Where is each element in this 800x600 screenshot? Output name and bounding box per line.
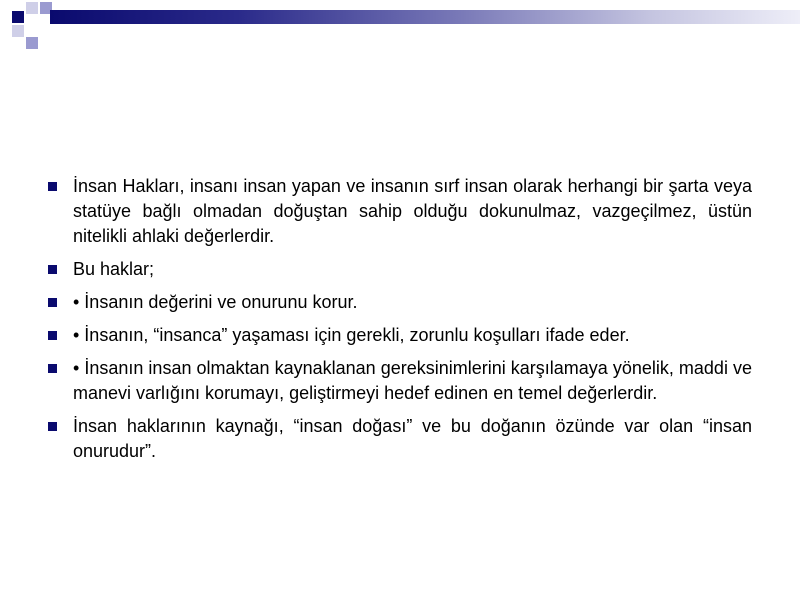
bullet-text: Bu haklar; bbox=[73, 259, 155, 279]
bullet-text: İnsan haklarının kaynağı, “insan doğası” ve bu doğanın özünde var olan “insan onurudur”. bbox=[73, 416, 752, 461]
bullet-text: • İnsanın değerini ve onurunu korur. bbox=[73, 292, 358, 312]
bullet-text: • İnsanın, “insanca” yaşaması için gerekli, zorunlu koşulları ifade eder. bbox=[73, 325, 630, 345]
list-item bbox=[48, 290, 752, 315]
square-bullet-icon bbox=[48, 298, 57, 307]
bullet-text: İnsan Hakları, insanı insan yapan ve insanın sırf insan olarak herhangi bir şarta veya statüye bağlı olmadan doğuştan sahip olduğu dokunulmaz, vazgeçilmez, üstün nitelikli ahlaki değerlerdir. bbox=[73, 176, 752, 246]
bullet-text: • İnsanın insan olmaktan kaynaklanan gereksinimlerini karşılamaya yönelik, maddi ve manevi varlığını korumayı, geliştirmeyi hedef edinen en temel değerlerdir. bbox=[73, 358, 752, 403]
list-item bbox=[48, 323, 752, 348]
decor-square bbox=[12, 25, 24, 37]
list-item bbox=[48, 356, 752, 406]
square-bullet-icon bbox=[48, 364, 57, 373]
slide-body bbox=[48, 174, 752, 472]
square-bullet-icon bbox=[48, 265, 57, 274]
list-item bbox=[48, 257, 752, 282]
square-bullet-icon bbox=[48, 422, 57, 431]
square-bullet-icon bbox=[48, 182, 57, 191]
list-item bbox=[48, 174, 752, 249]
list-item bbox=[48, 414, 752, 464]
header-gradient-bar bbox=[50, 10, 800, 24]
square-bullet-icon bbox=[48, 331, 57, 340]
slide-header-decoration bbox=[0, 0, 800, 50]
decor-square bbox=[12, 11, 24, 23]
decor-square bbox=[26, 2, 38, 14]
decor-square bbox=[26, 37, 38, 49]
